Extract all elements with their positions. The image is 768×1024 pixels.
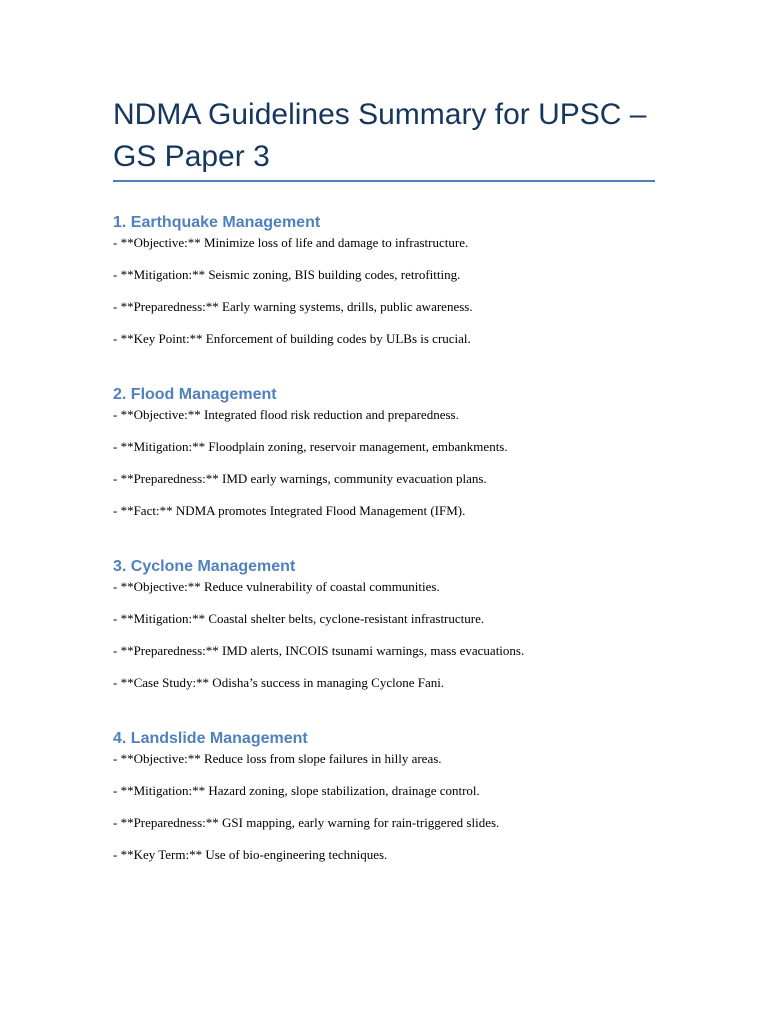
section-landslide: [113, 727, 673, 863]
list-item: - **Key Term:** Use of bio-engineering techniques.: [113, 847, 388, 862]
title-underline: [113, 180, 655, 182]
list-item: - **Mitigation:** Seismic zoning, BIS building codes, retrofitting.: [113, 267, 461, 282]
list-item: - **Preparedness:** Early warning systems, drills, public awareness.: [113, 299, 473, 314]
list-item: - **Objective:** Integrated flood risk reduction and preparedness.: [113, 407, 459, 422]
list-item: - **Objective:** Reduce loss from slope failures in hilly areas.: [113, 751, 442, 766]
list-item: - **Key Point:** Enforcement of building codes by ULBs is crucial.: [113, 331, 471, 346]
list-item: - **Mitigation:** Floodplain zoning, reservoir management, embankments.: [113, 439, 508, 454]
list-item: - **Case Study:** Odisha’s success in managing Cyclone Fani.: [113, 675, 445, 690]
section-heading: 3. Cyclone Management: [113, 558, 296, 575]
list-item: - **Preparedness:** GSI mapping, early warning for rain-triggered slides.: [113, 815, 500, 830]
section-heading: 2. Flood Management: [113, 386, 277, 403]
list-item: - **Objective:** Reduce vulnerability of coastal communities.: [113, 579, 440, 594]
section-flood: [113, 383, 673, 519]
list-item: - **Preparedness:** IMD alerts, INCOIS tsunami warnings, mass evacuations.: [113, 643, 525, 658]
list-item: - **Objective:** Minimize loss of life and damage to infrastructure.: [113, 235, 469, 250]
document-title: NDMA Guidelines Summary for UPSC – GS Paper 3: [113, 98, 647, 173]
section-heading: 1. Earthquake Management: [113, 214, 321, 231]
list-item: - **Mitigation:** Hazard zoning, slope stabilization, drainage control.: [113, 783, 480, 798]
section-heading: 4. Landslide Management: [113, 730, 308, 747]
list-item: - **Mitigation:** Coastal shelter belts, cyclone-resistant infrastructure.: [113, 611, 485, 626]
list-item: - **Fact:** NDMA promotes Integrated Flood Management (IFM).: [113, 503, 466, 518]
section-cyclone: [113, 555, 673, 691]
section-earthquake: [113, 211, 673, 347]
list-item: - **Preparedness:** IMD early warnings, community evacuation plans.: [113, 471, 487, 486]
